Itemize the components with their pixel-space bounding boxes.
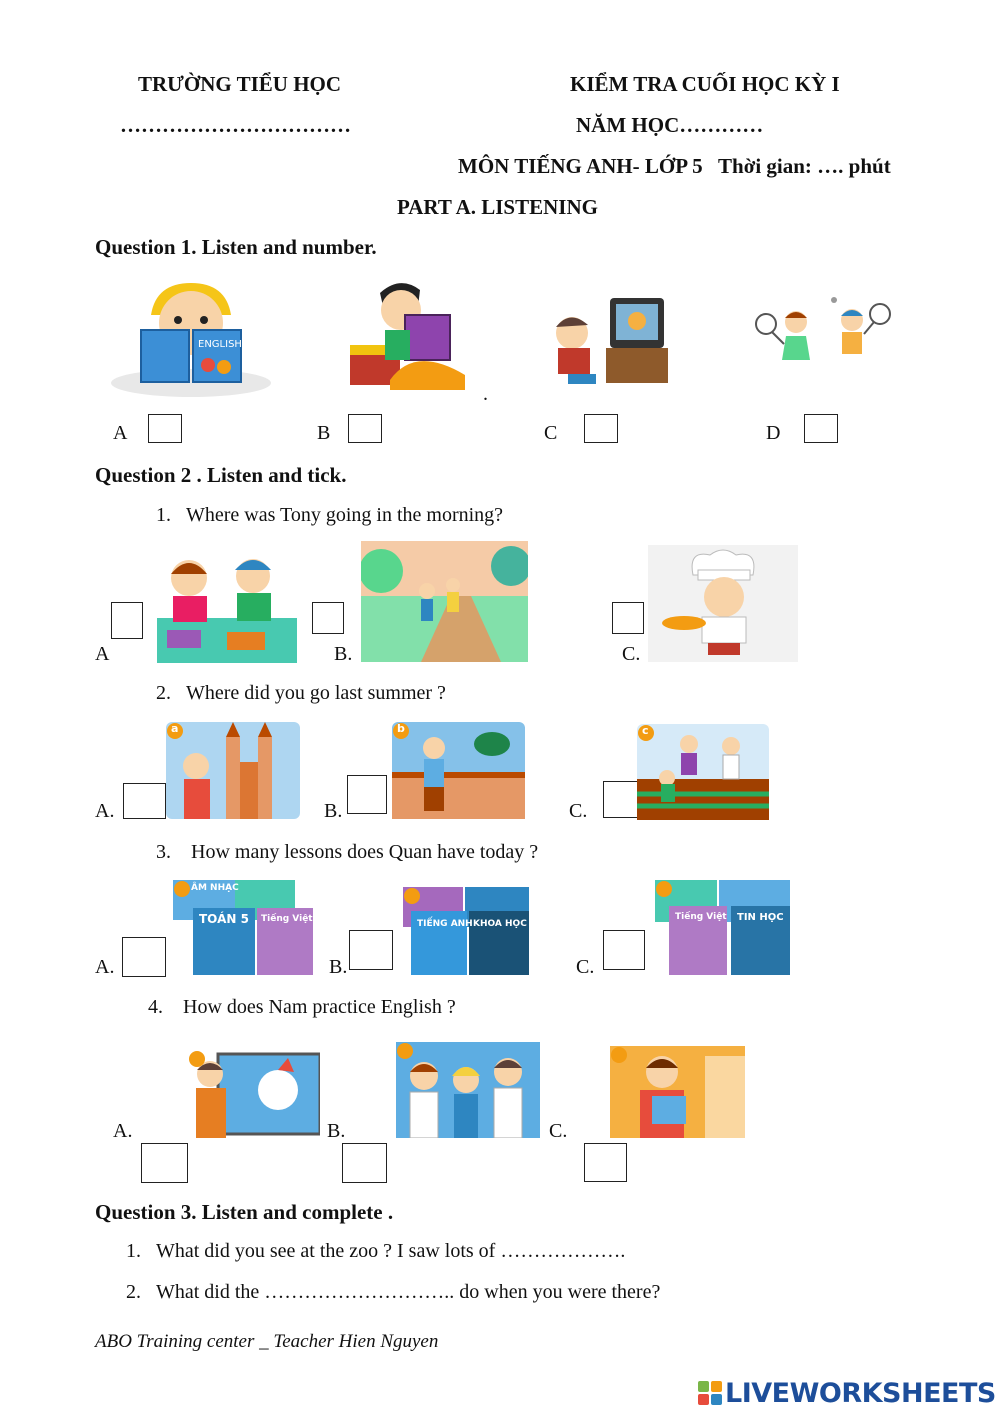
textbooks-set-b-picture [403,887,529,975]
boy-watching-english-program-picture [188,1050,320,1138]
boy-reading-english-book-picture [106,275,276,400]
children-studying-picture [157,548,297,663]
q2-1-option-label-c: C. [622,643,641,665]
book-title-informatics: TIN HỌC [737,912,784,923]
q2-2-option-label-a: A. [95,800,115,822]
svg-text:ENGLISH: ENGLISH [198,339,242,350]
q2-2-answer-box-a[interactable] [123,783,166,819]
q2-2-option-label-b: B. [324,800,343,822]
q2-item-4-number: 4. [148,996,163,1018]
q2-item-2-question: Where did you go last summer ? [186,682,446,704]
q2-3-option-label-b: B. [329,956,348,978]
q1-option-label-c: C [544,422,558,444]
q2-1-answer-box-a[interactable] [111,602,143,639]
q2-3-answer-box-a[interactable] [122,937,166,977]
q3-item-2-number: 2. [126,1281,141,1303]
q2-item-3-question: How many lessons does Quan have today ? [191,841,539,863]
q1-answer-box-d[interactable] [804,414,838,443]
image-letter-c: c [642,724,649,737]
stray-dot: . [483,383,488,405]
liveworksheets-logo[interactable] [698,1376,996,1410]
q2-item-1-number: 1. [156,504,171,526]
q2-1-answer-box-b[interactable] [312,602,344,634]
school-name-blank: …………………………… [120,113,351,137]
question-3-title: Question 3. Listen and complete . [95,1200,394,1224]
book-title-math: TOÁN 5 [199,912,249,926]
question-1-title: Question 1. Listen and number. [95,235,377,259]
q2-item-4-question: How does Nam practice English ? [183,996,456,1018]
footer-note: ABO Training center _ Teacher Hien Nguyen [95,1331,439,1352]
question-2-title: Question 2 . Listen and tick. [95,463,347,487]
q2-3-answer-box-b[interactable] [349,930,393,970]
q2-2-option-label-c: C. [569,800,588,822]
boy-at-cathedral-picture [166,722,300,819]
q2-4-option-label-c: C. [549,1120,568,1142]
part-title: PART A. LISTENING [397,195,598,219]
q2-4-option-label-a: A. [113,1120,133,1142]
q2-item-3-number: 3. [156,841,171,863]
q2-1-option-label-a: A [95,643,110,665]
q2-4-option-label-b: B. [327,1120,346,1142]
boy-reading-comic-picture [610,1046,745,1138]
q2-4-answer-box-c[interactable] [584,1143,627,1182]
boy-on-bridge-picture [392,722,525,819]
book-title-science: KHOA HỌC [473,919,527,929]
q2-item-2-number: 2. [156,682,171,704]
textbooks-set-a-picture [173,880,313,975]
subject-line: MÔN TIẾNG ANH- LỚP 5 Thời gian: …. phút [458,154,891,178]
q2-3-option-label-c: C. [576,956,595,978]
q2-1-answer-box-c[interactable] [612,602,644,634]
book-title-vietnamese-c: Tiếng Việt [675,912,727,922]
liveworksheets-brand-text: LIVEWORKSHEETS [725,1377,996,1409]
q2-3-answer-box-c[interactable] [603,930,645,970]
book-title-english: TIẾNG ANH [417,919,473,929]
book-title-vietnamese: Tiếng Việt [261,914,313,924]
q1-option-label-b: B [317,422,331,444]
q2-item-1-question: Where was Tony going in the morning? [186,504,504,526]
boy-reading-books-picture [345,275,475,395]
children-talking-picture [396,1042,540,1138]
q2-4-answer-box-b[interactable] [342,1143,387,1183]
q3-item-1-text[interactable]: What did you see at the zoo ? I saw lots of ………………. [156,1240,626,1262]
q2-3-option-label-a: A. [95,956,115,978]
q1-option-label-d: D [766,422,781,444]
image-letter-b: b [397,722,405,735]
q1-option-label-a: A [113,422,128,444]
boy-on-farm-picture [637,724,769,820]
q1-answer-box-a[interactable] [148,414,182,443]
q3-item-2-text[interactable]: What did the ……………………….. do when you were there? [156,1281,661,1303]
image-letter-a: a [171,722,179,735]
school-label: TRƯỜNG TIỂU HỌC [138,72,342,96]
children-walking-park-picture [361,541,528,662]
q2-4-answer-box-a[interactable] [141,1143,188,1183]
book-title-music: ÂM NHẠC [191,883,239,893]
children-playing-badminton-picture [752,288,892,380]
exam-title: KIỂM TRA CUỐI HỌC KỲ I [570,72,840,96]
boy-chef-with-pizza-picture [648,545,798,662]
liveworksheets-logo-icon [698,1381,722,1405]
school-year: NĂM HỌC………… [576,113,764,137]
q2-1-option-label-b: B. [334,643,353,665]
q1-answer-box-b[interactable] [348,414,382,443]
boy-watching-tv-picture [548,293,676,397]
q3-item-1-number: 1. [126,1240,141,1262]
textbooks-set-c-picture [655,880,790,975]
q2-2-answer-box-b[interactable] [347,775,387,814]
q1-answer-box-c[interactable] [584,414,618,443]
